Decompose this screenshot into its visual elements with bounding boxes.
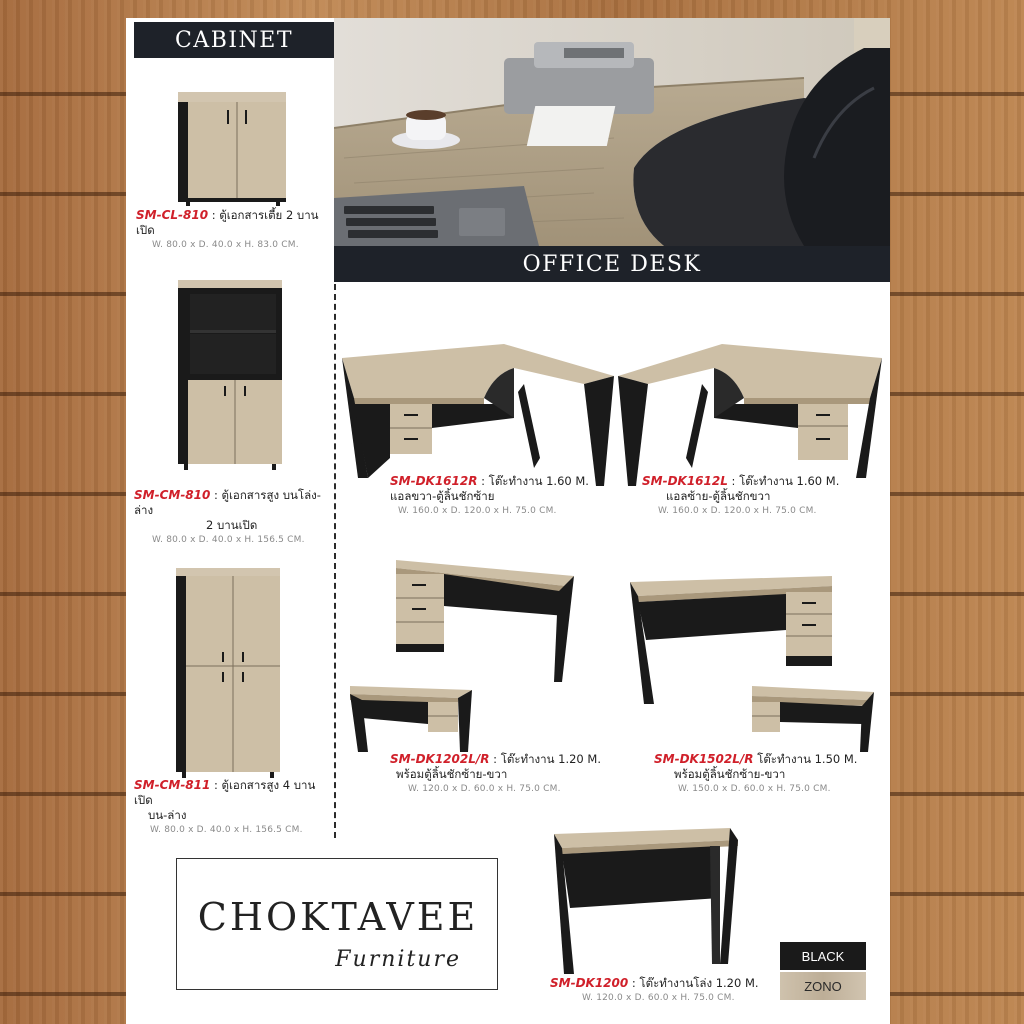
color-swatch-zono: ZONO [780,972,866,1000]
desk-l-left-image [618,318,890,488]
product-desc: โต๊ะทำงาน 1.60 M. [739,474,840,488]
caption-sm-cm-811: SM-CM-811 : ตู้เอกสารสูง 4 บานเปิด บน-ล่าง W. 80.0 x D. 40.0 x H. 156.5 CM. [134,778,334,838]
product-desc: ตู้เอกสารสูง 4 บานเปิด [134,778,316,807]
product-code: SM-CM-811 [134,778,211,792]
product-dims: W. 120.0 x D. 60.0 x H. 75.0 CM. [408,784,561,794]
product-desc-line2: แอลขวา-ตู้ลิ้นชักซ้าย [390,489,495,503]
cabinet-tall-open-image [172,278,288,472]
caption-sm-dk1612r: SM-DK1612R : โต๊ะทำงาน 1.60 M. แอลขวา-ตู้ลิ้นชักซ้าย W. 160.0 x D. 120.0 x H. 75.0 CM. [390,474,630,519]
product-code: SM-DK1502L/R [654,752,754,766]
product-desc: โต๊ะทำงาน 1.20 M. [500,752,601,766]
product-dims: W. 80.0 x D. 40.0 x H. 156.5 CM. [150,825,303,835]
product-dims: W. 80.0 x D. 40.0 x H. 83.0 CM. [152,240,299,250]
product-dims: W. 150.0 x D. 60.0 x H. 75.0 CM. [678,784,831,794]
caption-sm-dk1612l: SM-DK1612L : โต๊ะทำงาน 1.60 M. แอลซ้าย-ตู้ลิ้นชักขวา W. 160.0 x D. 120.0 x H. 75.0 CM. [642,474,882,519]
product-desc-line2: พร้อมตู้ลิ้นชักซ้าย-ขวา [674,767,786,781]
desk-l-right-image [334,318,618,488]
brand-logo [176,858,498,990]
product-desc: โต๊ะทำงาน 1.60 M. [488,474,589,488]
product-code: SM-CL-810 [136,208,209,222]
product-code: SM-DK1200 [550,976,629,990]
caption-sm-dk1202: SM-DK1202L/R : โต๊ะทำงาน 1.20 M. พร้อมตู้ลิ้นชักซ้าย-ขวา W. 120.0 x D. 60.0 x H. 75.0 CM. [390,752,630,797]
product-desc-line2: บน-ล่าง [148,808,187,822]
brand-subtitle: Furniture [335,947,461,972]
product-code: SM-DK1202L/R [390,752,490,766]
catalog-sheet [126,18,890,1024]
product-desc: ตู้เอกสารเตี้ย 2 บานเปิด [136,208,319,237]
office-desk-banner: OFFICE DESK [334,246,890,282]
product-dims: W. 160.0 x D. 120.0 x H. 75.0 CM. [658,506,817,516]
product-dims: W. 120.0 x D. 60.0 x H. 75.0 CM. [582,993,735,1003]
product-code: SM-DK1612R [390,474,478,488]
product-desc: โต๊ะทำงาน 1.50 M. [757,752,858,766]
desk-1202-image [346,556,586,756]
product-dims: W. 160.0 x D. 120.0 x H. 75.0 CM. [398,506,557,516]
product-desc: โต๊ะทำงานโล่ง 1.20 M. [639,976,759,990]
product-code: SM-DK1612L [642,474,728,488]
brand-name: CHOKTAVEE [197,895,479,939]
product-desc-line2: พร้อมตู้ลิ้นชักซ้าย-ขวา [396,767,508,781]
office-desk-photo [334,18,890,246]
cabinet-tall-4door-image [170,566,286,780]
desk-1200-image [550,824,742,980]
product-desc-line2: 2 บานเปิด [206,518,258,532]
product-desc: ตู้เอกสารสูง บนโล่ง-ล่าง [134,488,321,517]
caption-sm-cm-810: SM-CM-810 : ตู้เอกสารสูง บนโล่ง-ล่าง 2 บานเปิด W. 80.0 x D. 40.0 x H. 156.5 CM. [134,488,334,548]
caption-sm-cl-810: SM-CL-810 : ตู้เอกสารเตี้ย 2 บานเปิด W. 80.0 x D. 40.0 x H. 83.0 CM. [136,208,336,253]
cabinet-low-image [172,88,290,206]
product-code: SM-CM-810 [134,488,211,502]
product-dims: W. 80.0 x D. 40.0 x H. 156.5 CM. [152,535,305,545]
product-desc-line2: แอลซ้าย-ตู้ลิ้นชักขวา [666,489,771,503]
cabinet-banner: CABINET [134,22,334,58]
color-swatch-black: BLACK [780,942,866,970]
caption-sm-dk1200: SM-DK1200 : โต๊ะทำงานโล่ง 1.20 M. W. 120.0 x D. 60.0 x H. 75.0 CM. [550,976,810,1006]
desk-1502-image [626,574,890,758]
caption-sm-dk1502 [654,752,890,797]
